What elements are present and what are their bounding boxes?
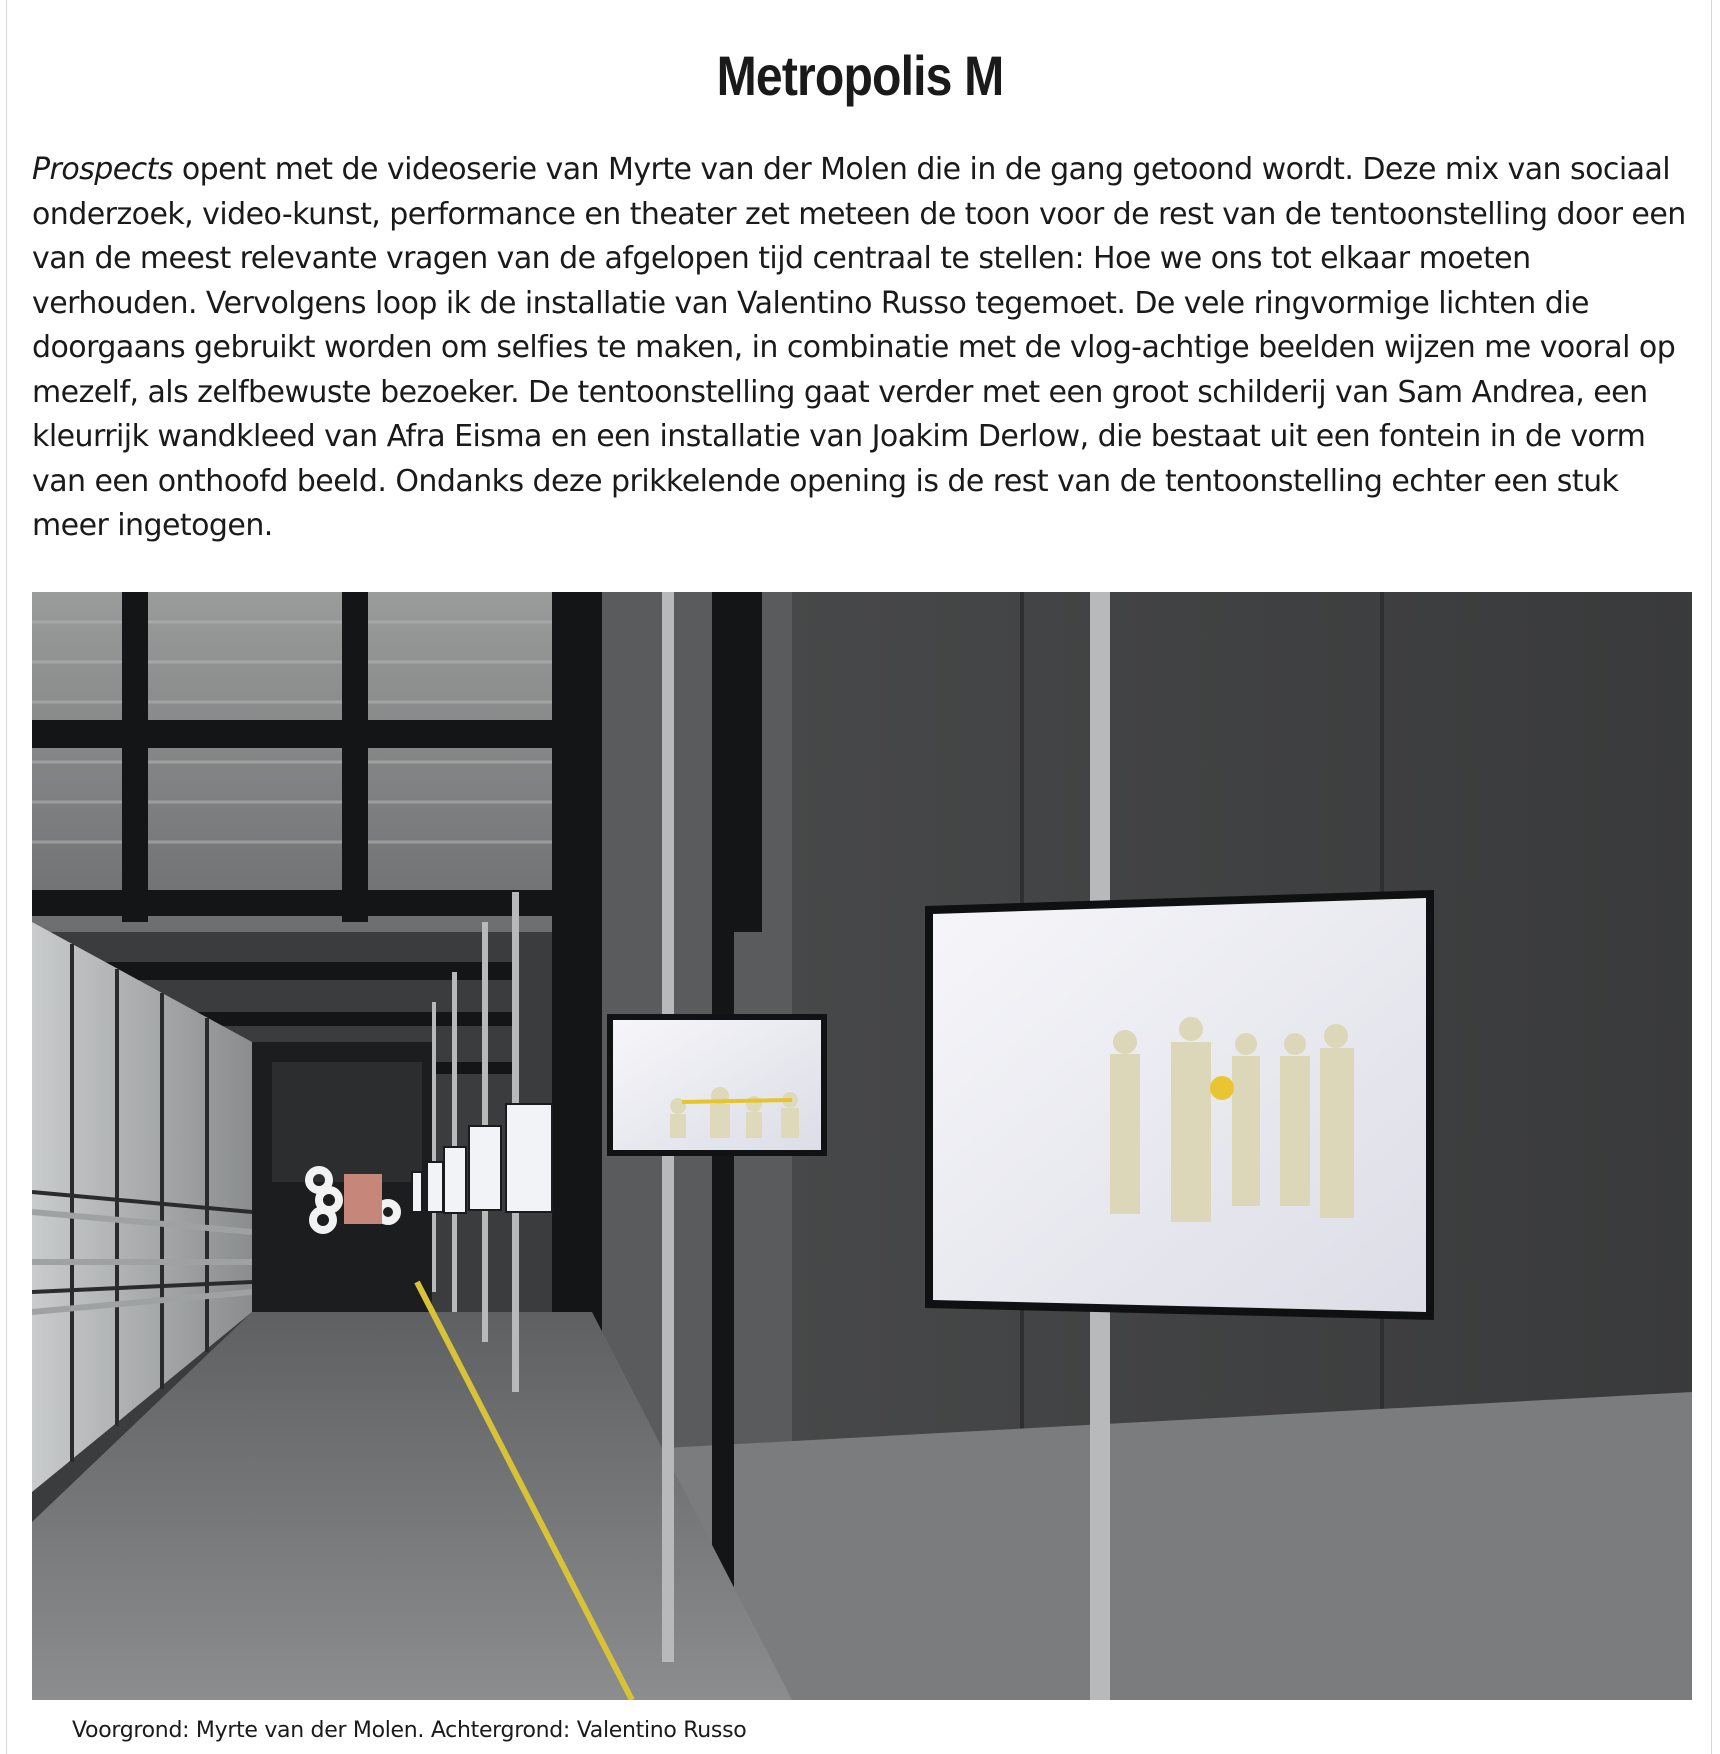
site-title[interactable]: Metropolis M bbox=[716, 44, 1004, 107]
exhibition-photo[interactable] bbox=[32, 592, 1692, 1700]
article-lead-italic: Prospects bbox=[32, 152, 173, 187]
article-paragraph: opent met de videoserie van Myrte van der Molen die in de gang getoond wordt. Deze mix van sociaal onderzoek, video-kunst, performance en theater zet meteen de toon voor de rest van de tentoonstelling door een van de meest relevante vragen van de afgelopen tijd centraal te stellen: Hoe we ons tot elkaar moeten verhouden. Vervolgens loop ik de installatie van Valentino Russo tegemoet. De vele ringvormige lichten die doorgaans gebruikt worden om selfies te maken, in combinatie met de vlog-achtige beelden wijzen me vooral op mezelf, als zelfbewuste bezoeker. De tentoonstelling gaat verder met een groot schilderij van Sam Andrea, een kleurrijk wandkleed van Afra Eisma en een installatie van Joakim Derlow, die bestaat uit een fontein in de vorm van een onthoofd beeld. Ondanks deze prikkelende opening is de rest van de tentoonstelling echter een stuk meer ingetogen. bbox=[32, 152, 1686, 543]
article-body bbox=[32, 148, 1692, 549]
exhibition-photo-illustration bbox=[32, 592, 1692, 1700]
photo-caption: Voorgrond: Myrte van der Molen. Achtergrond: Valentino Russo bbox=[72, 1718, 747, 1743]
